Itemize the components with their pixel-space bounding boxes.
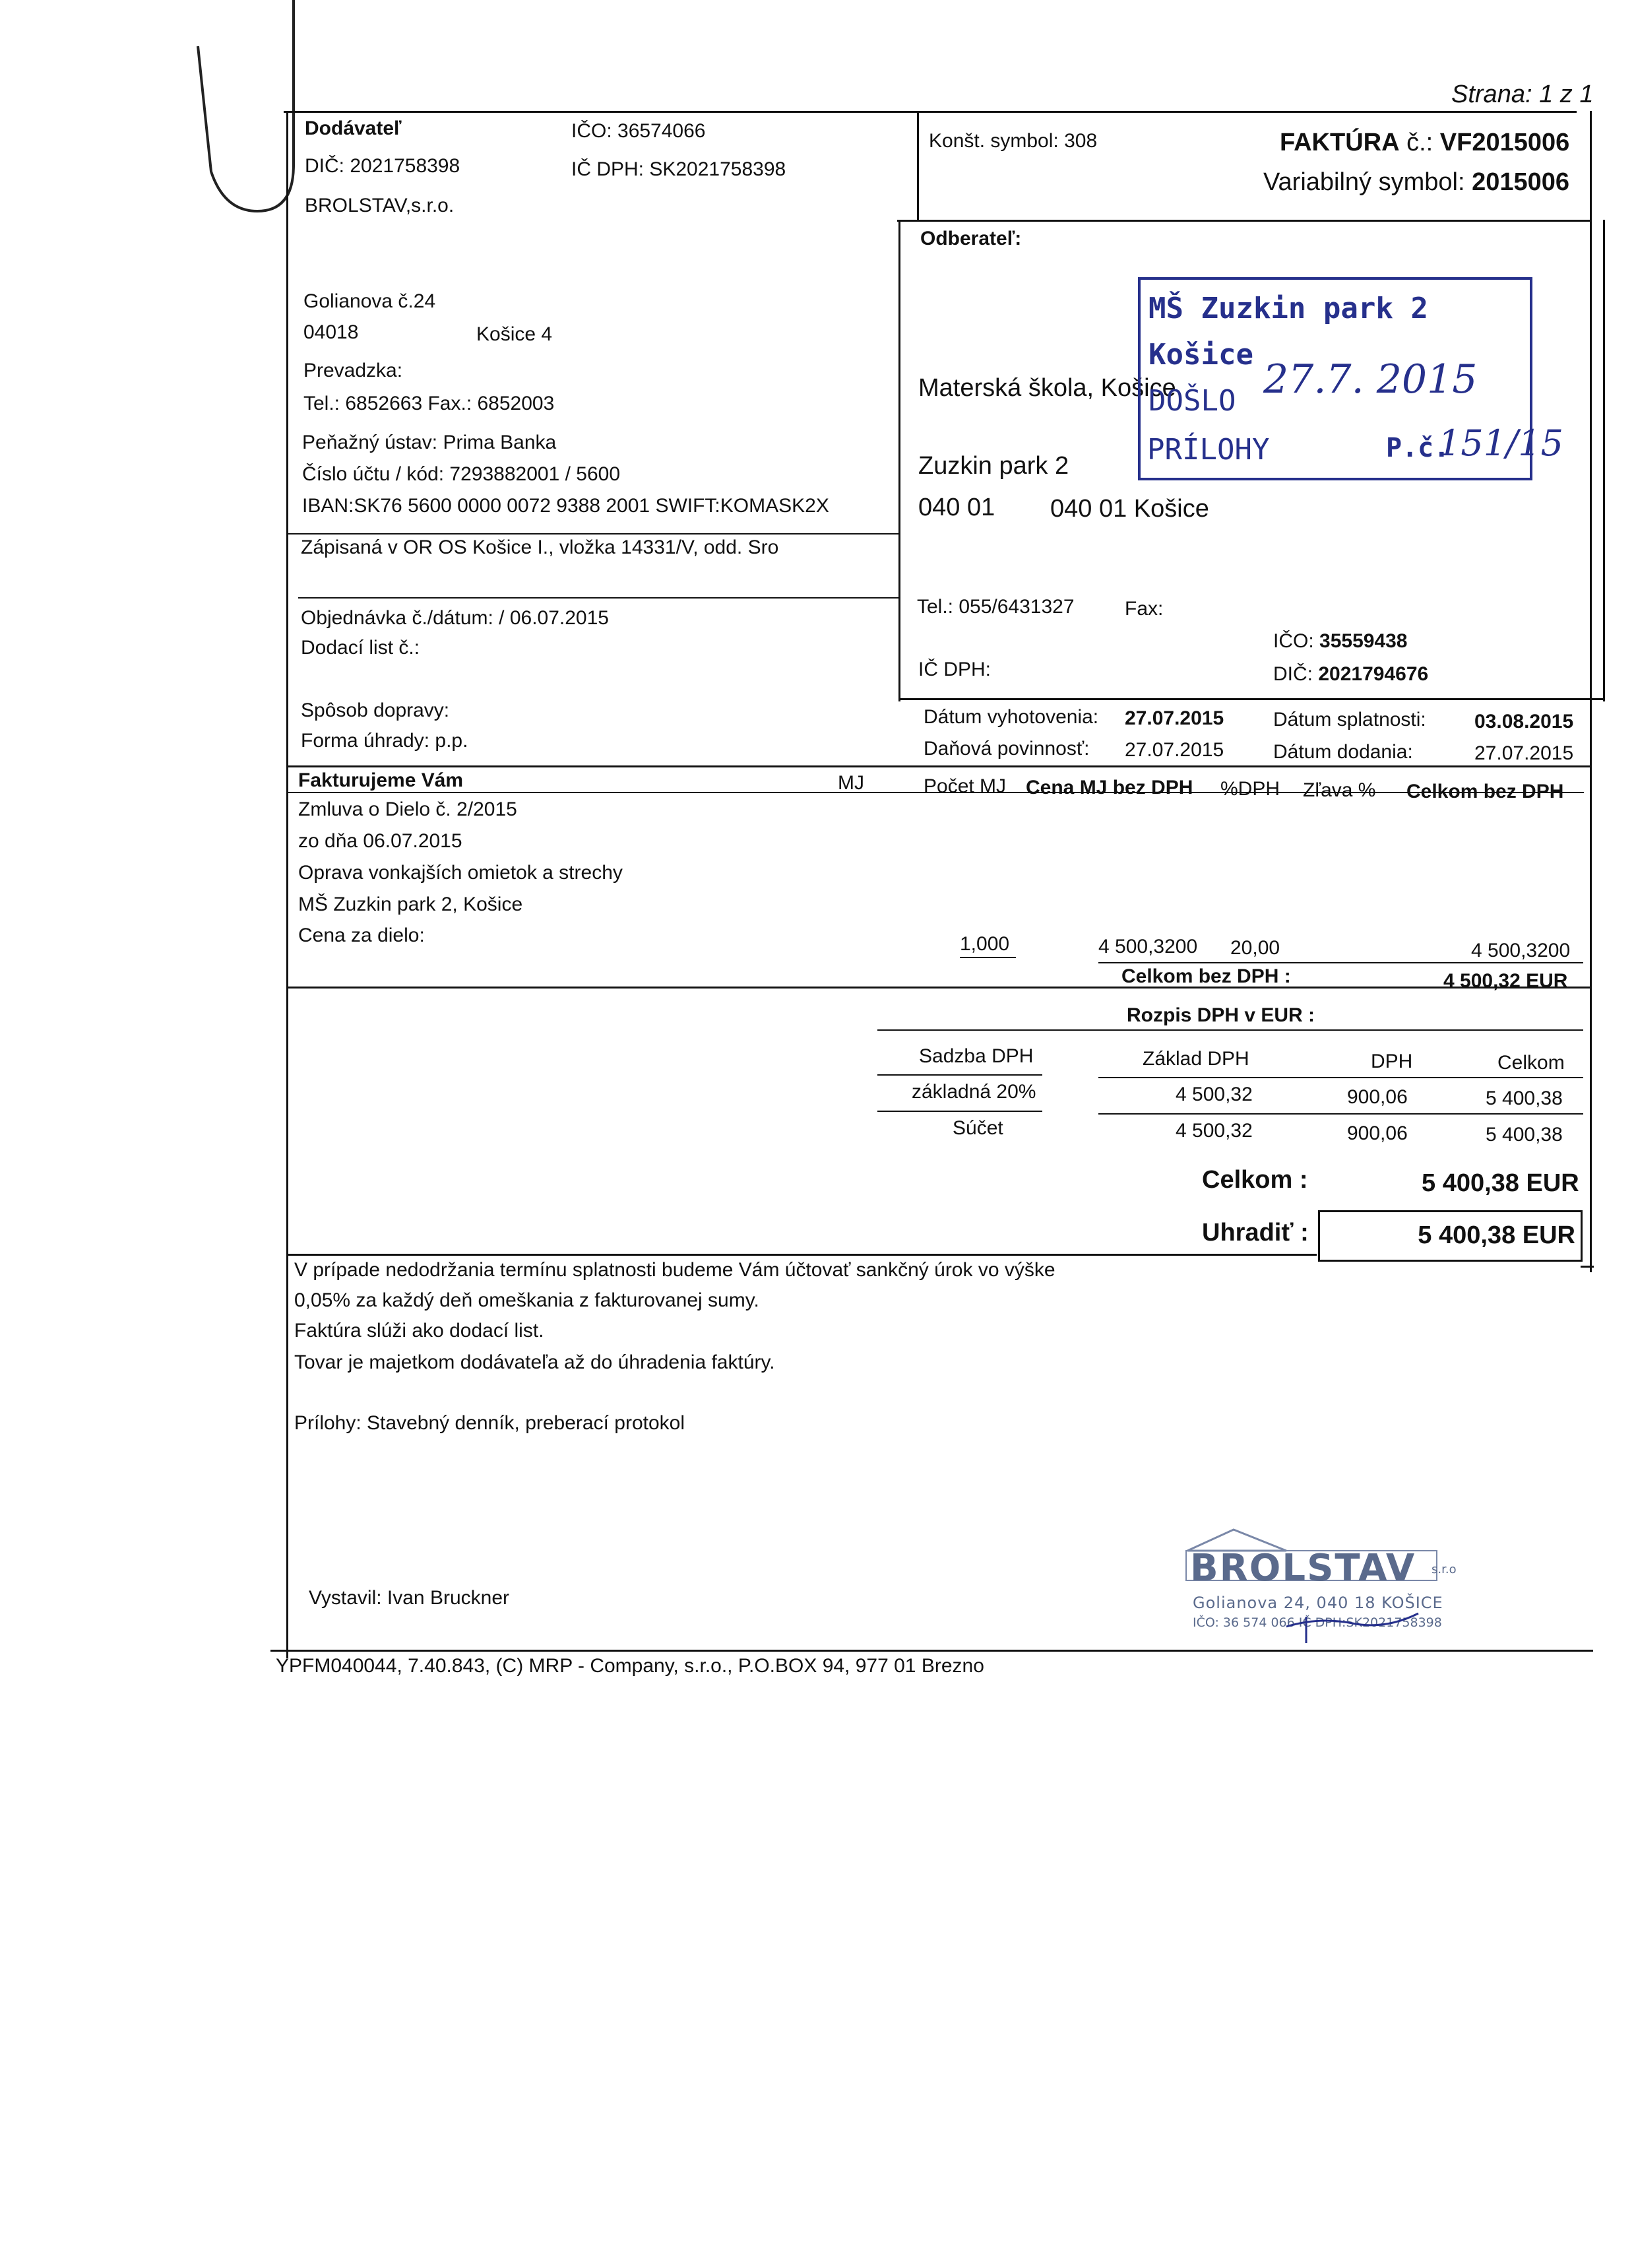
transport-method: Spôsob dopravy: xyxy=(301,699,450,721)
footer-text: YPFM040044, 7.40.843, (C) MRP - Company, s.r.o., P.O.BOX 94, 977 01 Brezno xyxy=(276,1655,984,1677)
supplier-iban: IBAN:SK76 5600 0000 0072 9388 2001 SWIFT:KOMASK2X xyxy=(302,495,829,517)
supplier-heading: Dodávateľ xyxy=(305,117,402,139)
attachments: Prílohy: Stavebný denník, preberací protokol xyxy=(294,1412,685,1434)
supplier-street: Golianova č.24 xyxy=(303,290,436,312)
customer-heading: Odberateľ: xyxy=(920,228,1022,249)
frame-left xyxy=(286,111,288,1658)
vat-header-total: Celkom xyxy=(1497,1052,1565,1074)
supplier-account: Číslo účtu / kód: 7293882001 / 5600 xyxy=(302,463,621,485)
tax-date: 27.07.2015 xyxy=(1125,739,1224,761)
delivery-note: Dodací list č.: xyxy=(301,637,420,659)
vat-breakdown-title: Rozpis DPH v EUR : xyxy=(1127,1004,1315,1026)
notes-top-left xyxy=(288,1254,1317,1256)
customer-city: 040 01 Košice xyxy=(1050,495,1209,523)
customer-zip: 040 01 xyxy=(918,494,995,521)
tax-date-label: Daňová povinnosť: xyxy=(924,738,1090,760)
stamp-line-1: MŠ Zuzkin park 2 xyxy=(1148,292,1428,325)
item-qty-underline xyxy=(960,957,1016,958)
customer-ic-dph: IČ DPH: xyxy=(918,659,991,680)
vat-row-1-vat: 900,06 xyxy=(1347,1086,1408,1108)
item-price: 4 500,3200 xyxy=(1098,936,1198,957)
supplier-name: BROLSTAV,s.r.o. xyxy=(305,195,455,216)
invoice-number: VF2015006 xyxy=(1439,129,1570,156)
register-top xyxy=(288,533,898,535)
amount-due-box xyxy=(1318,1210,1583,1262)
vat-header-vat: DPH xyxy=(1371,1051,1413,1072)
customer-dic-label: DIČ: xyxy=(1273,663,1313,685)
subtotal-value: 4 500,32 EUR xyxy=(1443,970,1568,992)
delivery-date: 27.07.2015 xyxy=(1474,742,1574,764)
payment-method: Forma úhrady: p.p. xyxy=(301,730,468,752)
delivery-date-label: Dátum dodania: xyxy=(1273,741,1413,763)
customer-left xyxy=(898,220,900,701)
variable-symbol-label: Variabilný symbol: xyxy=(1263,168,1472,196)
logo-suffix: s.r.o xyxy=(1432,1563,1457,1576)
items-header-zlava: Zľava % xyxy=(1303,779,1376,801)
item-line-2: zo dňa 06.07.2015 xyxy=(298,830,462,852)
item-line-4: MŠ Zuzkin park 2, Košice xyxy=(298,893,523,915)
page-number: Strana: 1 z 1 xyxy=(1451,81,1594,108)
amount-due-label: Uhradiť : xyxy=(1202,1219,1309,1247)
stamp-pc-label: P.č. xyxy=(1386,433,1450,463)
item-line-3: Oprava vonkajších omietok a strechy xyxy=(298,862,623,884)
item-line-1: Zmluva o Dielo č. 2/2015 xyxy=(298,798,517,820)
note-line-1: V prípade nedodržania termínu splatnosti budeme Vám účtovať sankčný úrok vo výške xyxy=(294,1259,1055,1281)
customer-ico-label: IČO: xyxy=(1273,630,1314,652)
invoice-title-word: FAKTÚRA xyxy=(1280,129,1400,156)
items-header-celkom: Celkom bez DPH xyxy=(1406,781,1564,802)
logo-name: BROLSTAV xyxy=(1190,1547,1416,1590)
variable-symbol xyxy=(1263,168,1569,197)
customer-ico-value: 35559438 xyxy=(1319,630,1408,652)
date-issued-label: Dátum vyhotovenia: xyxy=(924,706,1099,728)
customer-right xyxy=(1603,220,1605,701)
vat-row-1-total: 5 400,38 xyxy=(1486,1087,1563,1109)
item-qty: 1,000 xyxy=(960,933,1010,955)
stamp-line-2: Košice xyxy=(1148,338,1253,372)
date-due: 03.08.2015 xyxy=(1474,711,1574,732)
customer-dic-value: 2021794676 xyxy=(1318,663,1429,685)
date-due-label: Dátum splatnosti: xyxy=(1273,709,1426,730)
vat-row-2-vat: 900,06 xyxy=(1347,1122,1408,1144)
note-line-3: Faktúra slúži ako dodací list. xyxy=(294,1320,544,1342)
items-header-pocet: Počet MJ xyxy=(924,775,1007,797)
footer-rule xyxy=(270,1650,1593,1652)
customer-ico xyxy=(1273,630,1408,653)
supplier-zip: 04018 xyxy=(303,321,359,343)
items-bottom xyxy=(288,987,1590,988)
supplier-ico: IČO: 36574066 xyxy=(571,120,706,142)
vat-row-rule-2 xyxy=(1098,1113,1583,1115)
supplier-ic-dph: IČ DPH: SK2021758398 xyxy=(571,158,786,180)
customer-fax: Fax: xyxy=(1125,598,1164,620)
item-vat: 20,00 xyxy=(1230,937,1280,959)
vat-header-rate: Sadzba DPH xyxy=(919,1045,1034,1067)
note-line-4: Tovar je majetkom dodávateľa až do úhradenia faktúry. xyxy=(294,1351,775,1373)
frame-top xyxy=(284,111,1577,113)
vat-row-1-base: 4 500,32 xyxy=(1176,1084,1253,1105)
customer-dic xyxy=(1273,663,1428,686)
supplier-tel-fax: Tel.: 6852663 Fax.: 6852003 xyxy=(303,393,555,414)
signature-icon xyxy=(1280,1604,1425,1643)
grand-total-label: Celkom : xyxy=(1202,1166,1308,1194)
logo-address: Golianova 24, 040 18 KOŠICE xyxy=(1193,1594,1443,1612)
vat-row-2-base: 4 500,32 xyxy=(1176,1120,1253,1142)
customer-name: Materská škola, Košice xyxy=(918,374,1176,402)
customer-bottom xyxy=(898,698,1604,700)
header-divider xyxy=(917,112,919,221)
items-header-dph: %DPH xyxy=(1220,778,1280,800)
stamp-line-3: DOŠLO xyxy=(1148,384,1236,418)
company-logo-stamp xyxy=(1181,1524,1471,1640)
logo-ids: IČO: 36 574 066 IČ DPH:SK2021758398 xyxy=(1193,1615,1442,1630)
order-number: Objednávka č./dátum: / 06.07.2015 xyxy=(301,607,609,629)
items-header-mj: MJ xyxy=(838,772,864,794)
vat-header-base: Základ DPH xyxy=(1143,1048,1249,1070)
notes-top-right xyxy=(1581,1266,1594,1268)
stamp-line-4: PRÍLOHY xyxy=(1147,433,1270,467)
date-issued: 27.07.2015 xyxy=(1125,707,1224,729)
supplier-prevadzka: Prevadzka: xyxy=(303,360,403,381)
customer-top xyxy=(897,220,1590,222)
amount-due-value: 5 400,38 EUR xyxy=(1418,1221,1575,1249)
vat-row-2-rate: Súčet xyxy=(953,1117,1003,1139)
stamp-handwritten-number: 151/15 xyxy=(1438,422,1563,464)
supplier-bank: Peňažný ústav: Prima Banka xyxy=(302,432,557,453)
supplier-register: Zápisaná v OR OS Košice I., vložka 14331/V, odd. Sro xyxy=(301,536,779,558)
vat-header-rule-2 xyxy=(1098,1077,1583,1078)
stamp-handwritten-date: 27.7. 2015 xyxy=(1263,356,1478,403)
issued-by: Vystavil: Ivan Bruckner xyxy=(309,1587,509,1609)
customer-tel: Tel.: 055/6431327 xyxy=(917,596,1075,618)
customer-street: Zuzkin park 2 xyxy=(918,452,1069,480)
subtotal-label: Celkom bez DPH : xyxy=(1121,965,1291,987)
items-header-top xyxy=(288,765,1590,767)
supplier-city: Košice 4 xyxy=(476,323,553,345)
items-header-fakturujeme: Fakturujeme Vám xyxy=(298,769,464,791)
vat-row-2-total: 5 400,38 xyxy=(1486,1124,1563,1146)
frame-right xyxy=(1590,111,1592,1272)
vat-row-rule-1 xyxy=(877,1111,1042,1112)
vat-row-1-rate: základná 20% xyxy=(912,1081,1036,1103)
items-header-cena: Cena MJ bez DPH xyxy=(1026,777,1193,798)
supplier-dic: DIČ: 2021758398 xyxy=(305,155,460,177)
vat-header-rule-1 xyxy=(877,1074,1042,1076)
invoice-title xyxy=(1280,129,1569,157)
grand-total-value: 5 400,38 EUR xyxy=(1422,1169,1579,1197)
item-row-underline xyxy=(1098,962,1583,963)
konst-symbol: Konšt. symbol: 308 xyxy=(929,130,1098,152)
invoice-title-mid: č.: xyxy=(1399,129,1440,156)
item-line-5: Cena za dielo: xyxy=(298,924,425,946)
note-line-2: 0,05% za každý deň omeškania z fakturovanej sumy. xyxy=(294,1289,759,1311)
order-top xyxy=(298,597,898,599)
vat-title-underline xyxy=(877,1029,1583,1031)
variable-symbol-value: 2015006 xyxy=(1472,168,1570,196)
item-total: 4 500,3200 xyxy=(1471,940,1571,961)
